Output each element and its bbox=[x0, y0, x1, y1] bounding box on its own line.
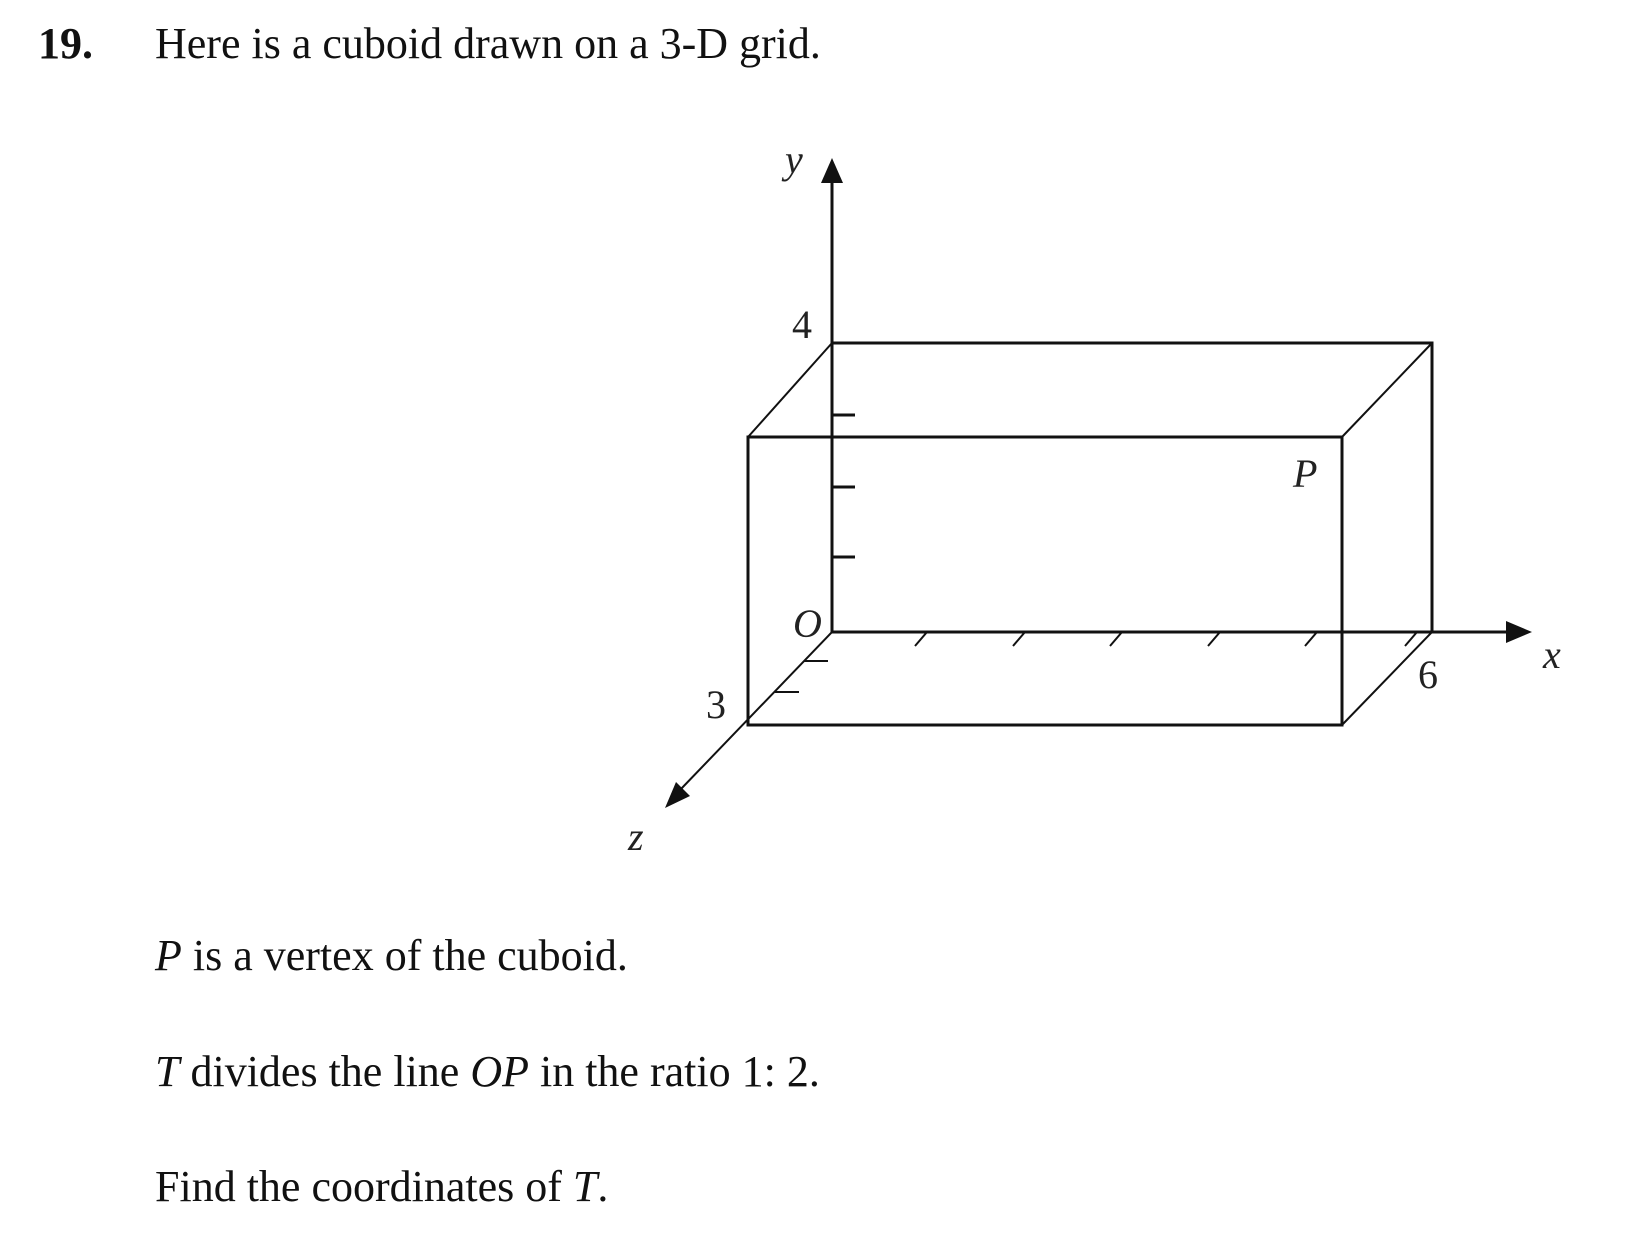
y-axis-arrowhead bbox=[821, 158, 843, 183]
z-axis-arrowhead bbox=[665, 782, 690, 808]
statement-task-var: T bbox=[572, 1162, 598, 1211]
x-tick-5 bbox=[1305, 632, 1317, 646]
question-number: 19. bbox=[38, 19, 93, 68]
x-tick-3 bbox=[1110, 632, 1122, 646]
question-intro: Here is a cuboid drawn on a 3-D grid. bbox=[155, 19, 821, 68]
x-tick-label-6: 6 bbox=[1418, 652, 1438, 697]
statement-ratio-text-a: divides the line bbox=[179, 1047, 471, 1096]
z-axis bbox=[680, 632, 832, 790]
statement-ratio bbox=[155, 1047, 820, 1096]
z-axis-label: z bbox=[628, 814, 644, 859]
y-tick-label-4: 4 bbox=[792, 302, 812, 347]
statement-vertex bbox=[155, 931, 628, 980]
statement-ratio-var: T bbox=[155, 1047, 180, 1096]
x-tick-6 bbox=[1405, 632, 1417, 646]
statement-vertex-var: P bbox=[155, 931, 182, 980]
x-axis-label: x bbox=[1543, 632, 1561, 677]
x-tick-4 bbox=[1208, 632, 1220, 646]
x-tick-2 bbox=[1013, 632, 1025, 646]
statement-vertex-text: is a vertex of the cuboid. bbox=[181, 931, 628, 980]
origin-label: O bbox=[793, 601, 822, 646]
x-axis-arrowhead bbox=[1506, 621, 1532, 643]
cuboid-front-face bbox=[748, 437, 1342, 725]
statement-task-text: Find the coordinates of bbox=[155, 1162, 573, 1211]
vertex-p-label: P bbox=[1293, 451, 1318, 496]
statement-task bbox=[155, 1162, 609, 1211]
statement-ratio-text-b: in the ratio 1: 2. bbox=[528, 1047, 820, 1096]
statement-task-end: . bbox=[597, 1162, 609, 1211]
z-tick-label-3: 3 bbox=[706, 682, 726, 727]
x-tick-1 bbox=[915, 632, 927, 646]
cuboid-edge-top-left bbox=[748, 343, 832, 437]
cuboid-edge-top-right bbox=[1342, 343, 1432, 437]
statement-ratio-line: OP bbox=[470, 1047, 529, 1096]
y-axis-label: y bbox=[785, 137, 803, 182]
